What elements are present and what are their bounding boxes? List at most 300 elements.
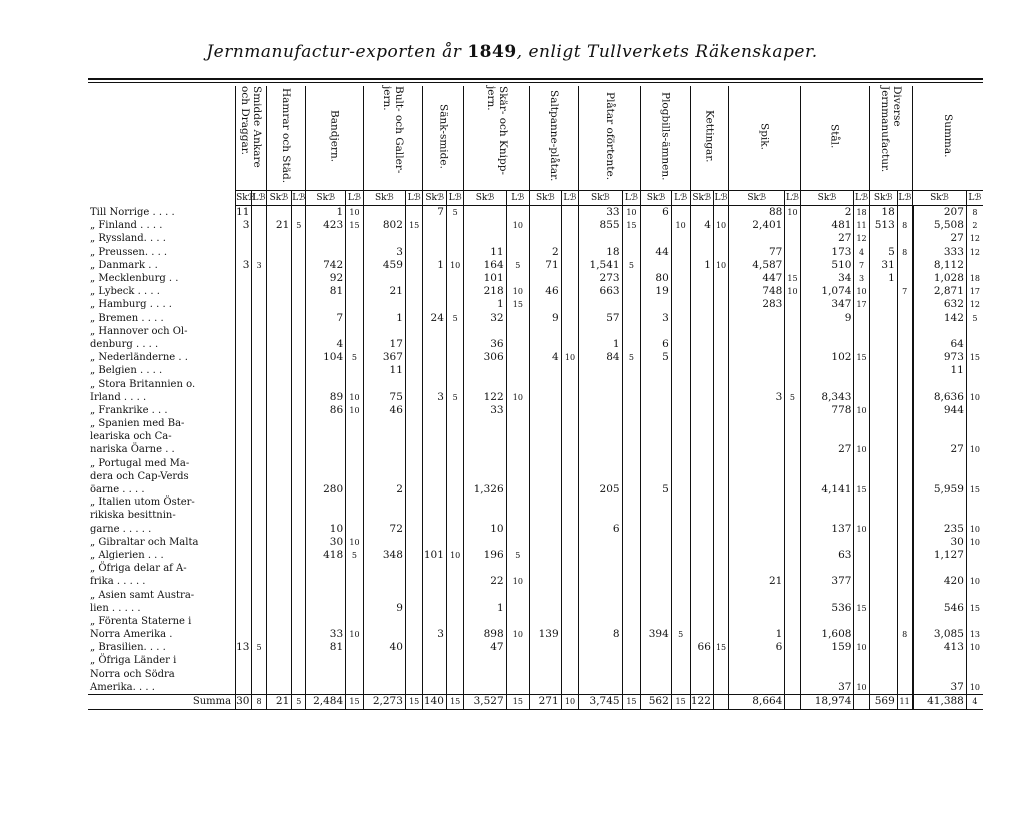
- cell-lispund: 12: [966, 232, 983, 245]
- cell-skeppund: 3: [729, 391, 785, 404]
- row-label: „ Frankrike . . .: [90, 404, 168, 416]
- cell-skeppund: [729, 312, 785, 325]
- cell-skeppund: [306, 325, 346, 338]
- cell-lispund: [506, 404, 529, 417]
- cell-skeppund: [729, 681, 785, 695]
- cell-skeppund: [690, 654, 713, 667]
- cell-skeppund: [690, 457, 713, 470]
- cell-skeppund: [690, 549, 713, 562]
- cell-skeppund: 2: [530, 246, 562, 259]
- cell-lispund: [252, 312, 266, 325]
- cell-lispund: [405, 285, 423, 298]
- cell-skeppund: [690, 404, 713, 417]
- cell-skeppund: 8,636: [913, 391, 967, 404]
- cell-skeppund: [530, 654, 562, 667]
- cell-lispund: [785, 615, 800, 628]
- cell-skeppund: [641, 575, 671, 588]
- cell-skeppund: 3,745: [579, 694, 622, 709]
- cell-lispund: [252, 549, 266, 562]
- row-label: „ Hannover och Ol-: [90, 325, 188, 337]
- cell-skeppund: [800, 470, 854, 483]
- cell-lispund: [252, 443, 266, 456]
- cell-skeppund: [641, 562, 671, 575]
- cell-skeppund: 3,527: [464, 694, 506, 709]
- cell-lispund: [671, 668, 690, 681]
- table-row: [88, 654, 983, 667]
- cell-skeppund: [423, 681, 446, 695]
- cell-lispund: [405, 509, 423, 522]
- cell-skeppund: [423, 377, 446, 390]
- cell-skeppund: [641, 681, 671, 695]
- cell-lispund: 10: [966, 523, 983, 536]
- cell-skeppund: [464, 588, 506, 601]
- cell-skeppund: 3: [236, 259, 252, 272]
- cell-lispund: [897, 443, 912, 456]
- cell-lispund: [292, 298, 306, 311]
- cell-skeppund: [690, 496, 713, 509]
- cell-lispund: 15: [671, 694, 690, 709]
- cell-lispund: [897, 681, 912, 695]
- cell-lispund: [671, 470, 690, 483]
- column-header: [266, 86, 306, 191]
- cell-skeppund: [579, 641, 622, 654]
- cell-lispund: [713, 312, 728, 325]
- cell-skeppund: 33: [464, 404, 506, 417]
- cell-lispund: [346, 338, 364, 351]
- cell-lispund: 11: [854, 219, 869, 232]
- cell-skeppund: [641, 417, 671, 430]
- cell-lispund: [561, 470, 579, 483]
- cell-skeppund: 102: [800, 351, 854, 364]
- cell-lispund: [966, 470, 983, 483]
- cell-skeppund: 44: [641, 246, 671, 259]
- cell-skeppund: [729, 668, 785, 681]
- cell-skeppund: [530, 298, 562, 311]
- cell-skeppund: 22: [464, 575, 506, 588]
- cell-lispund: [671, 681, 690, 695]
- cell-lispund: [785, 298, 800, 311]
- unit-skeppund: Skℬ: [641, 191, 671, 206]
- cell-lispund: [785, 641, 800, 654]
- cell-lispund: 10: [446, 549, 464, 562]
- cell-lispund: [561, 536, 579, 549]
- cell-lispund: [785, 246, 800, 259]
- column-header: [869, 86, 912, 191]
- cell-lispund: 15: [405, 219, 423, 232]
- cell-lispund: [506, 351, 529, 364]
- cell-lispund: [622, 232, 641, 245]
- cell-lispund: [405, 641, 423, 654]
- cell-skeppund: [363, 536, 405, 549]
- cell-lispund: [346, 509, 364, 522]
- cell-skeppund: [579, 364, 622, 377]
- cell-lispund: [346, 483, 364, 496]
- table-row: [88, 641, 983, 654]
- cell-skeppund: [266, 509, 292, 522]
- cell-lispund: [405, 496, 423, 509]
- cell-lispund: 2: [966, 219, 983, 232]
- cell-lispund: [713, 443, 728, 456]
- cell-skeppund: 21: [363, 285, 405, 298]
- title-suffix: , enligt Tullverkets Räkenskaper.: [516, 42, 818, 62]
- cell-skeppund: [363, 430, 405, 443]
- cell-skeppund: 5: [869, 246, 897, 259]
- cell-skeppund: 27: [800, 443, 854, 456]
- cell-skeppund: 546: [913, 602, 967, 615]
- cell-skeppund: 21: [729, 575, 785, 588]
- column-header: [464, 86, 530, 191]
- row-label: Amerika. . . .: [90, 681, 155, 693]
- cell-skeppund: [423, 338, 446, 351]
- cell-lispund: [785, 668, 800, 681]
- table-row: [88, 575, 983, 588]
- cell-lispund: 10: [713, 219, 728, 232]
- cell-lispund: [785, 523, 800, 536]
- cell-lispund: [446, 602, 464, 615]
- cell-lispund: [346, 417, 364, 430]
- column-header-label: Sänk-smide.: [437, 103, 450, 169]
- cell-skeppund: 3: [423, 391, 446, 404]
- cell-lispund: 8: [252, 694, 266, 709]
- cell-lispund: [854, 377, 869, 390]
- cell-skeppund: 510: [800, 259, 854, 272]
- cell-skeppund: [641, 377, 671, 390]
- table-row: [88, 443, 983, 456]
- cell-lispund: [785, 602, 800, 615]
- cell-skeppund: [913, 668, 967, 681]
- cell-lispund: [713, 404, 728, 417]
- row-label: „ Öfriga delar af A-: [90, 563, 187, 575]
- cell-skeppund: [869, 338, 897, 351]
- cell-skeppund: 447: [729, 272, 785, 285]
- cell-skeppund: 2: [800, 206, 854, 220]
- cell-skeppund: [266, 562, 292, 575]
- cell-skeppund: [869, 496, 897, 509]
- cell-skeppund: [423, 417, 446, 430]
- cell-skeppund: 8,112: [913, 259, 967, 272]
- cell-lispund: [671, 575, 690, 588]
- cell-lispund: [713, 588, 728, 601]
- cell-skeppund: [464, 509, 506, 522]
- cell-lispund: 5: [446, 206, 464, 220]
- cell-lispund: [405, 338, 423, 351]
- cell-skeppund: 413: [913, 641, 967, 654]
- cell-lispund: [622, 509, 641, 522]
- cell-lispund: [561, 219, 579, 232]
- cell-lispund: [854, 417, 869, 430]
- cell-lispund: [713, 668, 728, 681]
- cell-skeppund: 1: [464, 298, 506, 311]
- cell-skeppund: [363, 457, 405, 470]
- cell-lispund: [252, 654, 266, 667]
- cell-skeppund: [236, 588, 252, 601]
- cell-skeppund: 11: [464, 246, 506, 259]
- table-row: [88, 588, 983, 601]
- cell-skeppund: [729, 549, 785, 562]
- cell-lispund: [405, 575, 423, 588]
- cell-skeppund: [641, 219, 671, 232]
- unit-skeppund: Skℬ: [690, 191, 713, 206]
- cell-skeppund: [266, 430, 292, 443]
- cell-lispund: 10: [966, 536, 983, 549]
- cell-skeppund: 235: [913, 523, 967, 536]
- cell-lispund: [561, 338, 579, 351]
- cell-lispund: [561, 628, 579, 641]
- cell-skeppund: [236, 628, 252, 641]
- table-row: [88, 246, 983, 259]
- cell-skeppund: 348: [363, 549, 405, 562]
- cell-skeppund: [690, 602, 713, 615]
- cell-lispund: [671, 562, 690, 575]
- cell-skeppund: [530, 338, 562, 351]
- row-label: „ Gibraltar och Malta: [90, 536, 199, 548]
- cell-skeppund: [641, 523, 671, 536]
- cell-skeppund: [266, 351, 292, 364]
- cell-lispund: [405, 483, 423, 496]
- cell-lispund: [446, 588, 464, 601]
- cell-lispund: [713, 694, 728, 709]
- cell-skeppund: 898: [464, 628, 506, 641]
- cell-lispund: [506, 457, 529, 470]
- cell-skeppund: [423, 325, 446, 338]
- cell-lispund: 10: [506, 628, 529, 641]
- cell-lispund: [671, 364, 690, 377]
- cell-lispund: [446, 404, 464, 417]
- cell-lispund: 8: [897, 628, 912, 641]
- table-body: [88, 206, 983, 710]
- cell-skeppund: 802: [363, 219, 405, 232]
- cell-lispund: [854, 338, 869, 351]
- cell-lispund: [671, 496, 690, 509]
- cell-skeppund: [729, 457, 785, 470]
- cell-skeppund: 1: [579, 338, 622, 351]
- cell-lispund: [622, 338, 641, 351]
- cell-skeppund: [266, 272, 292, 285]
- cell-lispund: [854, 364, 869, 377]
- cell-lispund: [506, 206, 529, 220]
- cell-skeppund: [869, 404, 897, 417]
- row-label-header: [88, 86, 236, 191]
- table-row: [88, 602, 983, 615]
- cell-lispund: [252, 615, 266, 628]
- cell-skeppund: [266, 364, 292, 377]
- cell-lispund: [713, 232, 728, 245]
- row-label: „ Finland . . . .: [90, 220, 163, 232]
- cell-skeppund: [869, 430, 897, 443]
- cell-skeppund: [579, 536, 622, 549]
- cell-skeppund: [869, 298, 897, 311]
- cell-lispund: [446, 285, 464, 298]
- cell-skeppund: [690, 668, 713, 681]
- cell-skeppund: [800, 588, 854, 601]
- cell-skeppund: 11: [363, 364, 405, 377]
- column-header-label: Hamrar och Städ.: [279, 88, 292, 184]
- cell-lispund: [346, 668, 364, 681]
- cell-skeppund: 18,974: [800, 694, 854, 709]
- cell-lispund: [897, 509, 912, 522]
- cell-skeppund: [913, 417, 967, 430]
- cell-skeppund: 46: [530, 285, 562, 298]
- cell-skeppund: 63: [800, 549, 854, 562]
- cell-skeppund: [363, 588, 405, 601]
- cell-skeppund: 21: [266, 219, 292, 232]
- cell-lispund: [561, 588, 579, 601]
- cell-lispund: 15: [966, 351, 983, 364]
- cell-skeppund: [579, 325, 622, 338]
- cell-lispund: [713, 272, 728, 285]
- cell-lispund: [671, 443, 690, 456]
- cell-skeppund: [236, 523, 252, 536]
- cell-skeppund: [464, 457, 506, 470]
- column-header-row: [88, 86, 983, 191]
- cell-skeppund: [579, 654, 622, 667]
- cell-skeppund: [869, 351, 897, 364]
- unit-lispund: Lℬ: [785, 191, 800, 206]
- cell-skeppund: [306, 246, 346, 259]
- cell-skeppund: 64: [913, 338, 967, 351]
- cell-lispund: [405, 523, 423, 536]
- cell-skeppund: 5: [641, 351, 671, 364]
- cell-lispund: [966, 654, 983, 667]
- cell-skeppund: 377: [800, 575, 854, 588]
- cell-lispund: 5: [966, 312, 983, 325]
- table-row: [88, 562, 983, 575]
- row-label: garne . . . . .: [90, 523, 152, 535]
- cell-lispund: [713, 654, 728, 667]
- cell-lispund: [506, 272, 529, 285]
- cell-skeppund: 8: [579, 628, 622, 641]
- cell-skeppund: 122: [690, 694, 713, 709]
- cell-lispund: [561, 272, 579, 285]
- cell-lispund: [897, 325, 912, 338]
- cell-skeppund: [800, 668, 854, 681]
- cell-lispund: [713, 325, 728, 338]
- cell-lispund: [713, 509, 728, 522]
- cell-skeppund: [869, 523, 897, 536]
- cell-lispund: [506, 523, 529, 536]
- cell-skeppund: [363, 325, 405, 338]
- row-label: „ Nederländerne . .: [90, 352, 188, 364]
- row-label: „ Lybeck . . . .: [90, 286, 160, 298]
- cell-skeppund: [729, 377, 785, 390]
- cell-lispund: [713, 206, 728, 220]
- cell-skeppund: 273: [579, 272, 622, 285]
- cell-skeppund: [423, 298, 446, 311]
- cell-skeppund: 173: [800, 246, 854, 259]
- cell-skeppund: [579, 443, 622, 456]
- cell-lispund: [506, 509, 529, 522]
- cell-lispund: [622, 457, 641, 470]
- cell-skeppund: [423, 470, 446, 483]
- cell-lispund: [622, 391, 641, 404]
- cell-skeppund: [800, 496, 854, 509]
- cell-lispund: 5: [671, 628, 690, 641]
- cell-skeppund: 5,959: [913, 483, 967, 496]
- cell-skeppund: [236, 272, 252, 285]
- cell-lispund: [405, 536, 423, 549]
- cell-lispund: [785, 443, 800, 456]
- cell-skeppund: [579, 549, 622, 562]
- cell-lispund: [446, 430, 464, 443]
- cell-skeppund: [363, 417, 405, 430]
- cell-skeppund: 2: [363, 483, 405, 496]
- column-header-label: Spik.: [758, 122, 771, 150]
- cell-lispund: 10: [506, 391, 529, 404]
- cell-skeppund: 101: [423, 549, 446, 562]
- cell-skeppund: [579, 298, 622, 311]
- cell-lispund: [252, 232, 266, 245]
- cell-skeppund: [579, 232, 622, 245]
- cell-lispund: [405, 325, 423, 338]
- cell-skeppund: 420: [913, 575, 967, 588]
- cell-lispund: [292, 470, 306, 483]
- cell-lispund: [966, 668, 983, 681]
- cell-skeppund: [530, 483, 562, 496]
- cell-skeppund: [363, 681, 405, 695]
- cell-skeppund: 19: [641, 285, 671, 298]
- cell-skeppund: [641, 457, 671, 470]
- cell-lispund: [346, 232, 364, 245]
- cell-lispund: [446, 457, 464, 470]
- cell-skeppund: 75: [363, 391, 405, 404]
- cell-lispund: [897, 588, 912, 601]
- cell-lispund: [292, 364, 306, 377]
- cell-skeppund: 139: [530, 628, 562, 641]
- cell-skeppund: [579, 417, 622, 430]
- cell-skeppund: [530, 536, 562, 549]
- cell-lispund: [446, 338, 464, 351]
- cell-skeppund: 4: [690, 219, 713, 232]
- row-label: „ Preussen. . . .: [90, 246, 168, 258]
- row-label: „ Stora Britannien o.: [90, 378, 196, 390]
- cell-lispund: 10: [966, 681, 983, 695]
- cell-lispund: [405, 272, 423, 285]
- cell-lispund: [446, 325, 464, 338]
- cell-lispund: [785, 404, 800, 417]
- cell-lispund: 15: [854, 351, 869, 364]
- cell-skeppund: [266, 377, 292, 390]
- cell-lispund: [346, 377, 364, 390]
- cell-lispund: [405, 602, 423, 615]
- cell-lispund: [713, 285, 728, 298]
- cell-lispund: [671, 298, 690, 311]
- cell-skeppund: [306, 298, 346, 311]
- cell-lispund: 8: [966, 206, 983, 220]
- cell-skeppund: [579, 575, 622, 588]
- cell-skeppund: 1: [363, 312, 405, 325]
- row-label: „ Algierien . . .: [90, 549, 164, 561]
- cell-skeppund: [579, 377, 622, 390]
- cell-lispund: [346, 325, 364, 338]
- cell-lispund: [446, 575, 464, 588]
- cell-skeppund: [530, 457, 562, 470]
- cell-skeppund: [690, 246, 713, 259]
- total-label: Summa: [88, 694, 236, 709]
- table-row: [88, 272, 983, 285]
- cell-lispund: [405, 351, 423, 364]
- column-header-label: Stål.: [828, 123, 841, 149]
- cell-skeppund: [579, 404, 622, 417]
- cell-skeppund: 423: [306, 219, 346, 232]
- cell-lispund: [506, 430, 529, 443]
- cell-lispund: [854, 668, 869, 681]
- cell-skeppund: [423, 404, 446, 417]
- cell-skeppund: [363, 272, 405, 285]
- cell-skeppund: [869, 681, 897, 695]
- cell-skeppund: [423, 575, 446, 588]
- cell-skeppund: [641, 404, 671, 417]
- cell-skeppund: 3: [641, 312, 671, 325]
